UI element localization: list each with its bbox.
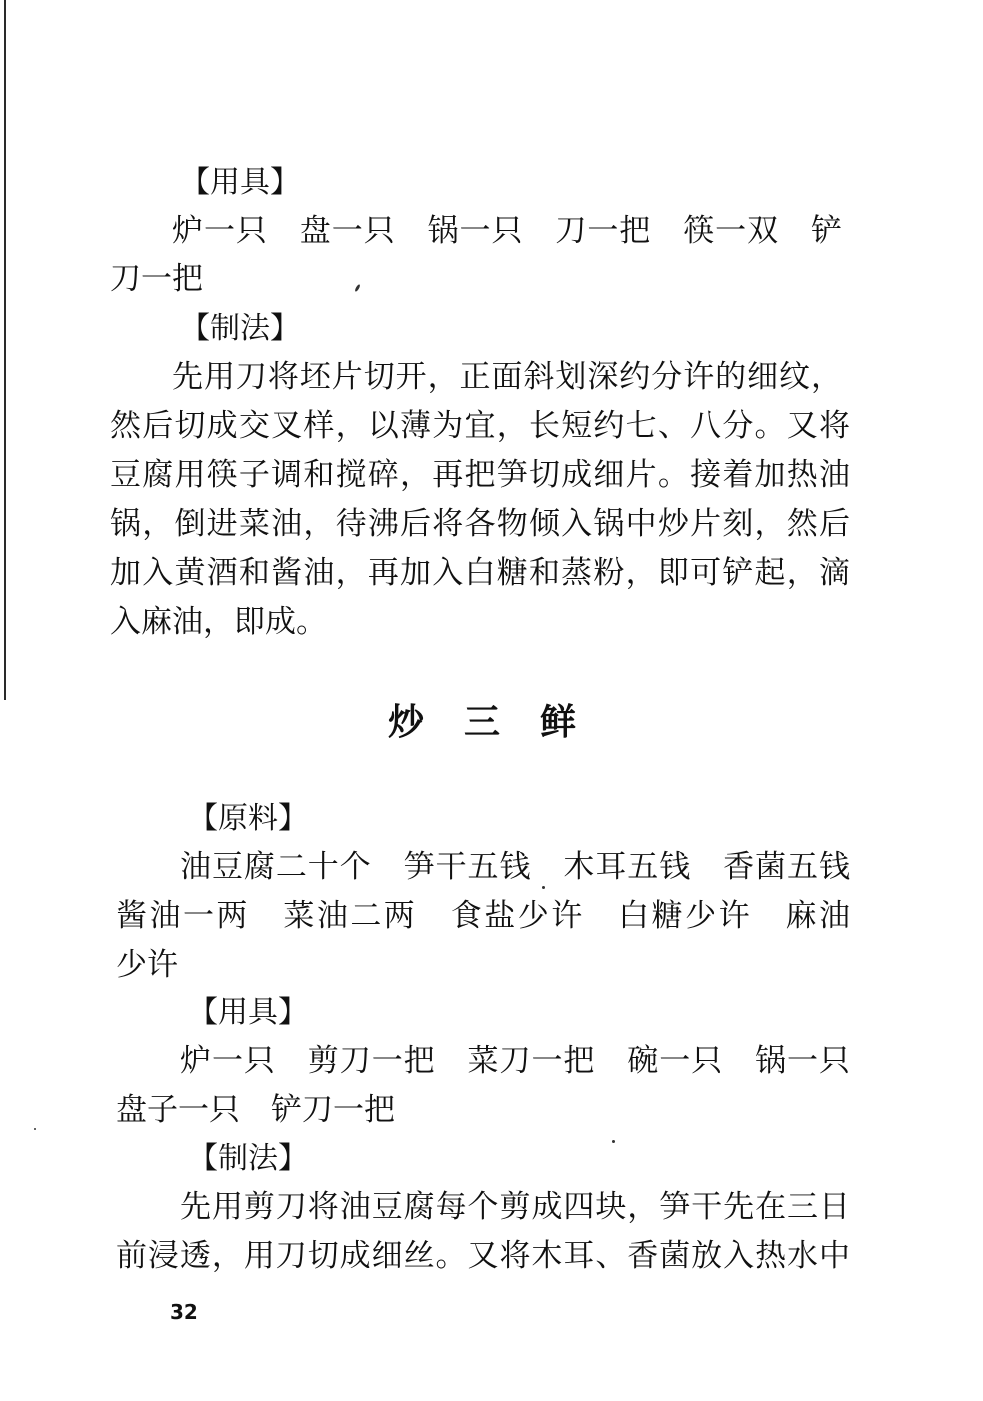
- tools-heading: 【用具】: [180, 165, 300, 200]
- method-line-2-2: 前浸透，用刀切成细丝。又将木耳、香菌放入热水中: [116, 1238, 850, 1274]
- method-line-5: 加入黄酒和酱油，再加入白糖和蒸粉，即可铲起，滴: [110, 555, 850, 591]
- page-number: 32: [170, 1300, 198, 1324]
- method-heading-2: 【制法】: [188, 1141, 308, 1176]
- scan-speck: [34, 1128, 36, 1130]
- method-line-4: 锅，倒进菜油，待沸后将各物倾入锅中炒片刻，然后: [110, 506, 850, 542]
- method-line-1: 先用刀将坯片切开，正面斜划深约分许的细纹，: [172, 359, 842, 395]
- scan-speck: [612, 1140, 615, 1143]
- recipe-title: 炒三鲜: [388, 701, 617, 743]
- tools-line-2-2: 盘子一只 铲刀一把: [116, 1092, 395, 1128]
- ingredients-heading: 【原料】: [188, 801, 308, 836]
- tools-line-2: 刀一把: [110, 261, 203, 297]
- method-line-6: 入麻油，即成。: [110, 604, 327, 640]
- method-heading: 【制法】: [180, 311, 300, 346]
- method-line-3: 豆腐用筷子调和搅碎，再把笋切成细片。接着加热油: [110, 457, 850, 493]
- method-line-2-1: 先用剪刀将油豆腐每个剪成四块，笋干先在三日: [180, 1189, 850, 1225]
- binding-edge-line: [4, 0, 6, 700]
- scan-speck: [542, 886, 545, 889]
- ingredients-line-3: 少许: [116, 947, 178, 983]
- tools-line-1: 炉一只 盘一只 锅一只 刀一把 筷一双 铲: [172, 213, 842, 249]
- ingredients-line-2: 酱油一两 菜油二两 食盐少许 白糖少许 麻油: [116, 898, 850, 934]
- tools-line-2-1: 炉一只 剪刀一把 菜刀一把 碗一只 锅一只: [180, 1043, 850, 1079]
- scan-speck: [354, 284, 361, 292]
- tools-heading-2: 【用具】: [188, 995, 308, 1030]
- ingredients-line-1: 油豆腐二十个 笋干五钱 木耳五钱 香菌五钱: [180, 849, 850, 885]
- method-line-2: 然后切成交叉样，以薄为宜，长短约七、八分。又将: [110, 408, 850, 444]
